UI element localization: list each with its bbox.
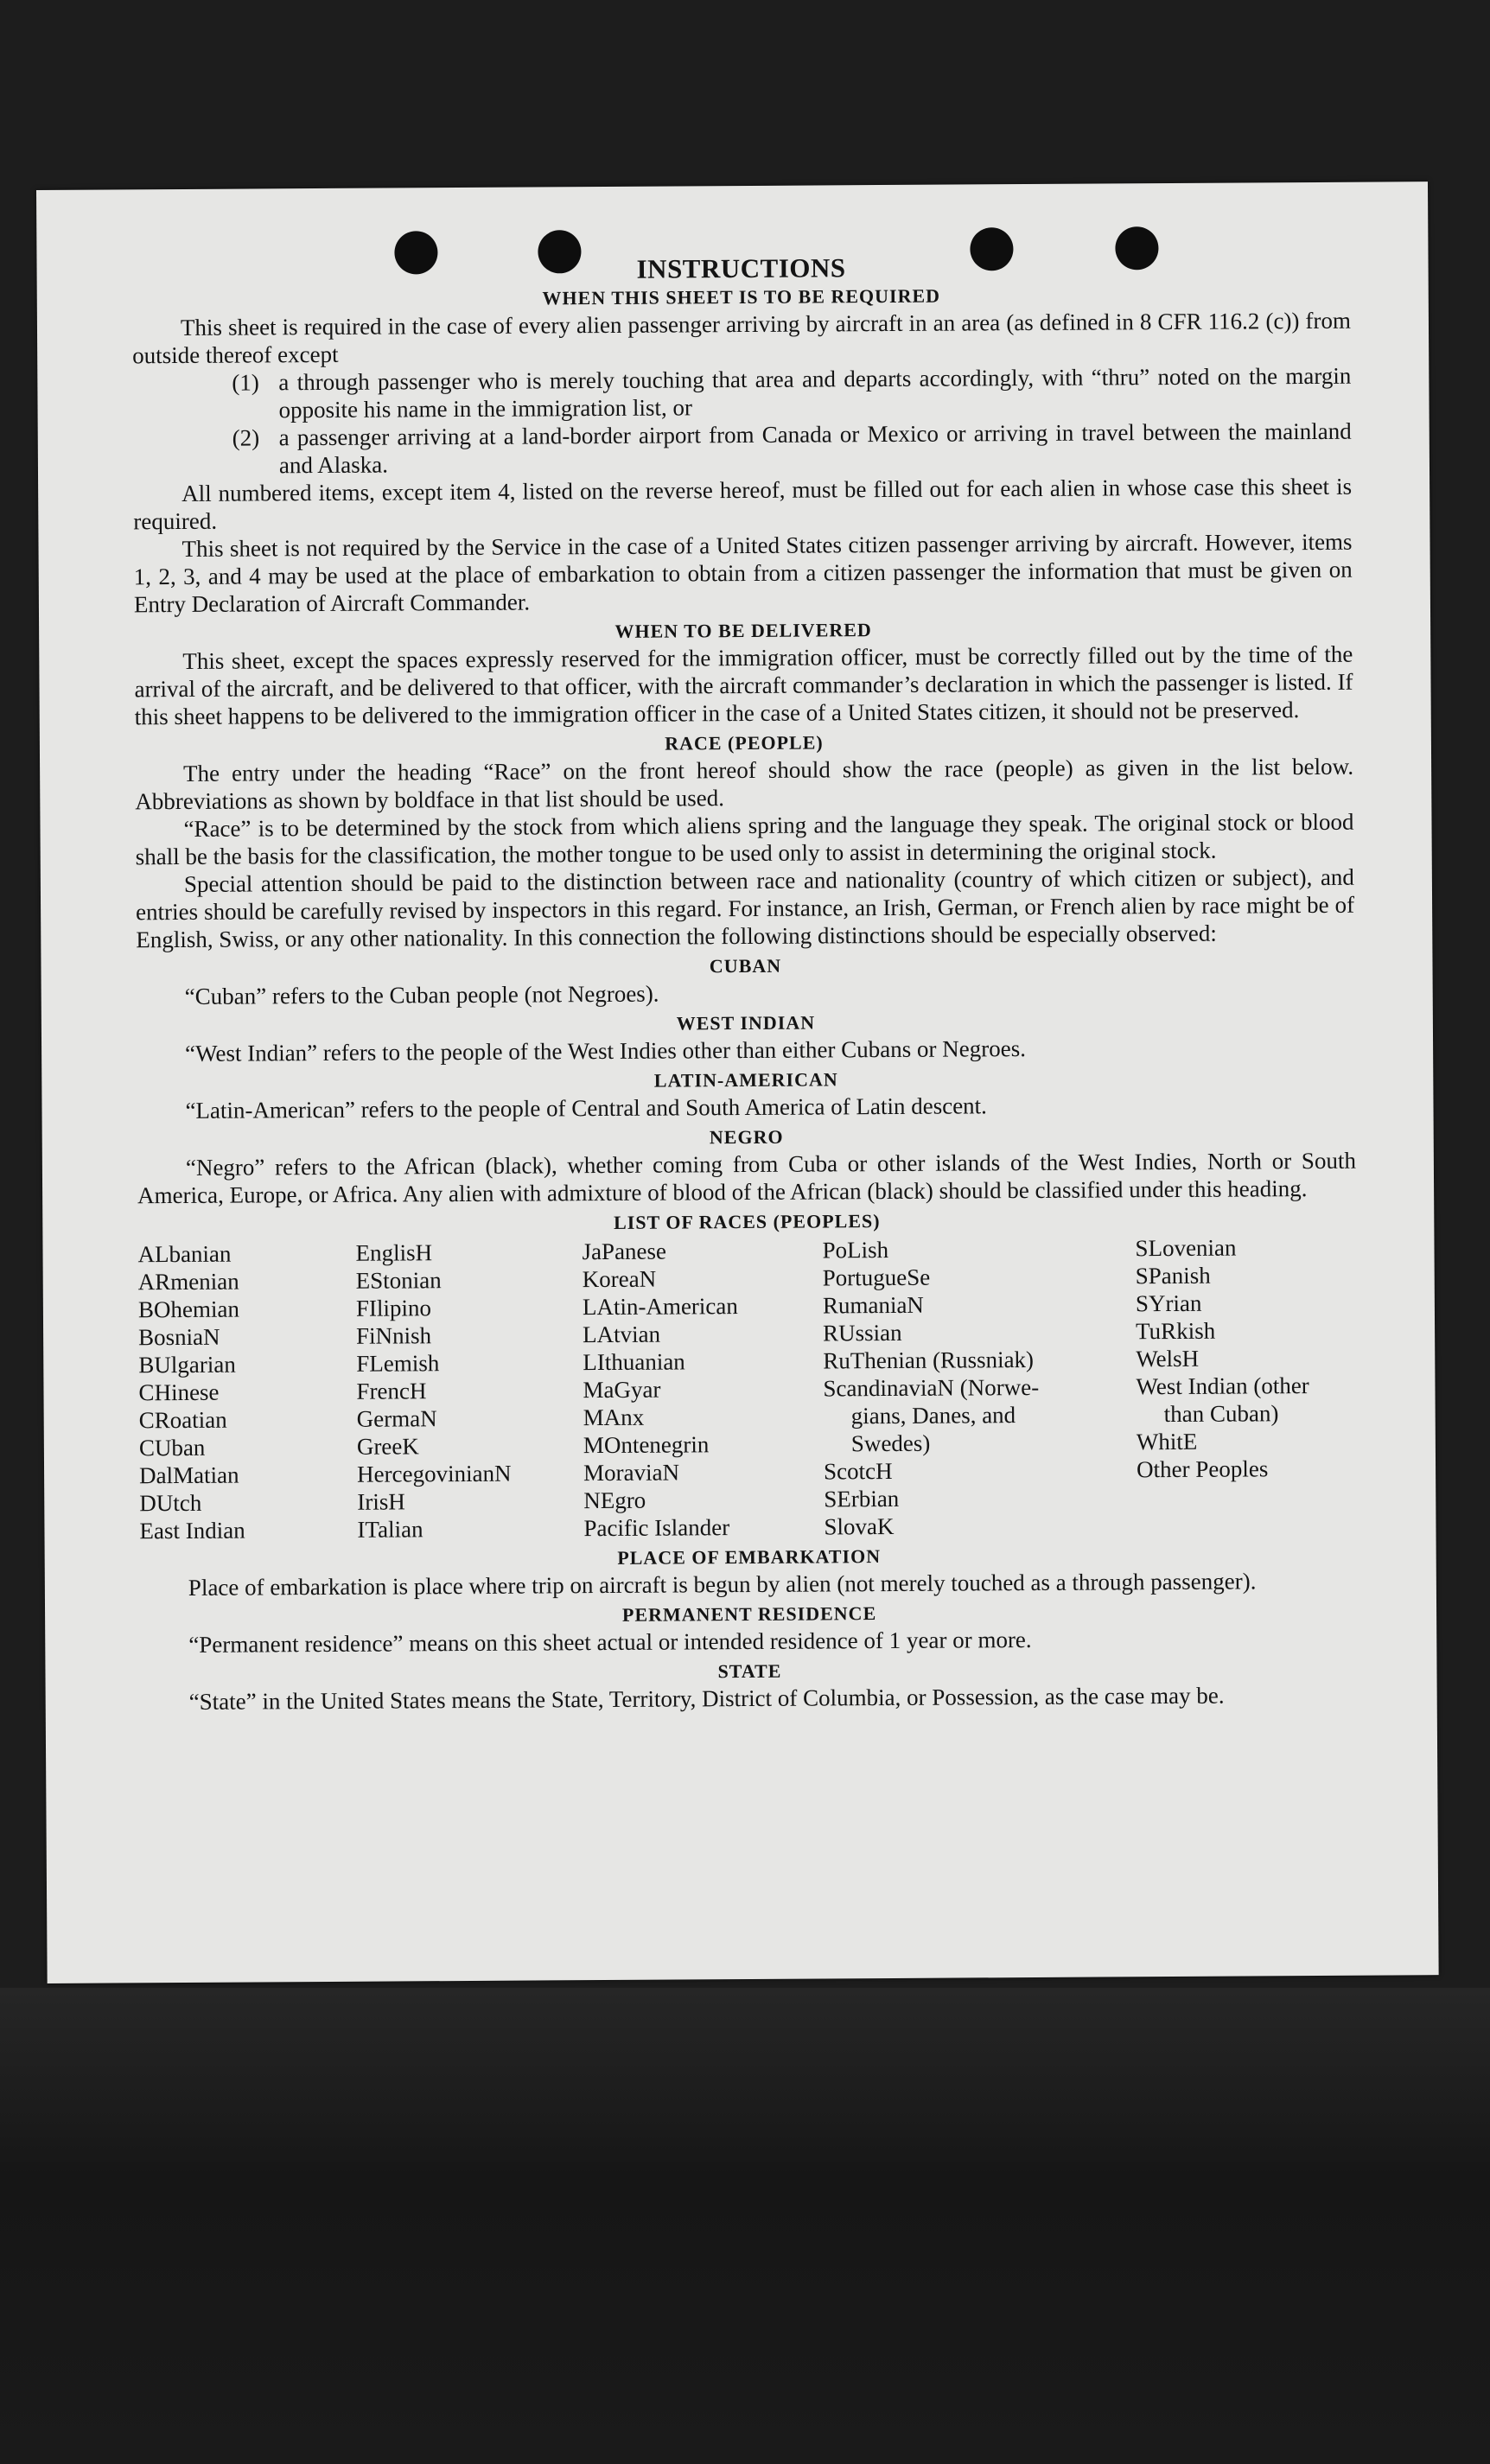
race-item: FiNnish: [356, 1322, 432, 1349]
race-item: SErbian: [824, 1485, 900, 1512]
paragraph: This sheet, except the spaces expressly reserved for the immigration officer, must be correctly filled out by the time of the arrival of the aircraft, and be delivered to that officer, with the aircraft commander’s declaration in which the passenger is listed. If this sheet happens to be delivered to the immigration officer in the case of a United States citizen, it should not be preserved.: [134, 640, 1353, 730]
race-item: KoreaN: [582, 1265, 657, 1293]
item-number: (1): [232, 369, 259, 396]
race-item: RumaniaN: [822, 1291, 924, 1319]
race-item: ScotcH: [823, 1457, 893, 1485]
race-item: SYrian: [1135, 1289, 1202, 1317]
race-item: MaGyar: [583, 1376, 661, 1404]
paragraph: All numbered items, except item 4, listed on the reverse hereof, must be filled out for each alien in whose case this sheet is required.: [133, 473, 1353, 535]
race-item: Swedes): [850, 1429, 931, 1457]
race-item: ScandinaviaN (Norwe-: [823, 1373, 1040, 1402]
paragraph: “State” in the United States means the State, Territory, District of Columbia, or Possession, as the case may be.: [188, 1682, 1225, 1715]
race-item: WelsH: [1136, 1345, 1200, 1372]
race-item: PortugueSe: [822, 1264, 931, 1291]
race-item: IrisH: [357, 1488, 405, 1515]
races-column: [1135, 1233, 1358, 1539]
race-item: EnglisH: [355, 1239, 433, 1266]
paragraph: Place of embarkation is place where trip on aircraft is begun by alien (not merely touched as a through passenger).: [188, 1568, 1257, 1601]
race-item: LAtin-American: [582, 1293, 738, 1321]
race-item: FIlipino: [355, 1295, 432, 1321]
races-column: [582, 1236, 824, 1542]
heading-negro: NEGRO: [709, 1125, 784, 1149]
race-item: MAnx: [583, 1404, 645, 1431]
race-item: Other Peoples: [1136, 1455, 1269, 1483]
race-item: EStonian: [355, 1267, 442, 1294]
race-item: SLovenian: [1135, 1234, 1237, 1262]
paragraph: The entry under the heading “Race” on the front hereof should show the race (people) as given in the list below. Abbreviations as shown by boldface in that list should be used.: [135, 753, 1354, 815]
race-item: ARmenian: [137, 1268, 239, 1296]
race-item: LAtvian: [583, 1321, 661, 1348]
race-item: BOhemian: [137, 1296, 239, 1323]
heading-when-delivered: WHEN TO BE DELIVERED: [614, 619, 872, 642]
list-item: [232, 362, 1351, 424]
heading-list-of-races: LIST OF RACES (PEOPLES): [613, 1210, 881, 1233]
races-list: [137, 1233, 1358, 1545]
race-item: DalMatian: [138, 1461, 239, 1489]
race-item: gians, Danes, and: [850, 1402, 1016, 1429]
paragraph: Special attention should be paid to the distinction between race and nationality (country of which citizen or subject), and entries should be carefully revised by inspectors in this regard. For instance, an Irish, German, or French alien by race might be of English, Swiss, or any other nationality. In this connection the following distinctions should be especially observed:: [136, 863, 1355, 953]
heading-latin-american: LATIN-AMERICAN: [653, 1068, 838, 1092]
paragraph: This sheet is not required by the Service in the case of a United States citizen passenger arriving by aircraft. However, items 1, 2, 3, and 4 may be used at the place of embarkation to obtain from a citizen passenger the information that must be given on Entry Declaration of Aircraft Commander.: [133, 528, 1353, 618]
document-sheet: [36, 181, 1439, 1983]
race-item: PoLish: [822, 1236, 889, 1264]
race-item: RUssian: [823, 1319, 902, 1347]
race-item: GreeK: [356, 1433, 419, 1460]
race-item: FLemish: [356, 1350, 440, 1377]
race-item: TuRkish: [1135, 1317, 1216, 1345]
race-item: than Cuban): [1163, 1400, 1279, 1428]
race-item: HercegovinianN: [356, 1460, 512, 1487]
item-text: a through passenger who is merely touching that area and departs accordingly, with “thru” noted on the margin opposite his name in the immigration list, or: [278, 362, 1352, 423]
page-title: INSTRUCTIONS: [636, 252, 846, 284]
race-item: CRoatian: [138, 1406, 227, 1434]
list-item: [232, 417, 1352, 480]
paragraph: This sheet is required in the case of every alien passenger arriving by aircraft in an area (as defined in 8 CFR 116.2 (c)) from outside thereof except: [132, 307, 1352, 369]
race-item: CUban: [138, 1434, 206, 1461]
race-item: DUtch: [139, 1489, 202, 1517]
race-item: NEgro: [583, 1487, 646, 1514]
race-item: BUlgarian: [138, 1351, 236, 1378]
heading-state: STATE: [717, 1659, 782, 1683]
race-item: WhitE: [1136, 1428, 1198, 1455]
races-column: [822, 1234, 1137, 1540]
race-item: MOntenegrin: [583, 1431, 710, 1459]
heading-place-of-embarkation: PLACE OF EMBARKATION: [617, 1545, 882, 1569]
race-item: ALbanian: [137, 1240, 232, 1268]
race-item: ITalian: [357, 1516, 423, 1543]
race-item: LIthuanian: [583, 1348, 685, 1376]
race-item: West Indian (other: [1136, 1372, 1309, 1400]
races-column: [137, 1239, 357, 1545]
race-item: CHinese: [138, 1378, 220, 1406]
race-item: Pacific Islander: [583, 1514, 730, 1542]
race-item: RuThenian (Russniak): [823, 1346, 1035, 1374]
heading-race: RACE (PEOPLE): [665, 731, 824, 754]
item-text: a passenger arriving at a land-border airport from Canada or Mexico or arriving in travel between the mainland and Alaska.: [278, 417, 1352, 479]
race-item: JaPanese: [582, 1238, 667, 1265]
heading-west-indian: WEST INDIAN: [676, 1011, 816, 1035]
race-item: FrencH: [356, 1378, 427, 1404]
race-item: SPanish: [1135, 1262, 1211, 1289]
paragraph: “West Indian” refers to the people of the West Indies other than either Cubans or Negroes.: [185, 1035, 1027, 1066]
heading-when-required: WHEN THIS SHEET IS TO BE REQUIRED: [542, 284, 941, 309]
paragraph: “Permanent residence” means on this sheet actual or intended residence of 1 year or more.: [188, 1626, 1032, 1658]
race-item: SlovaK: [824, 1512, 895, 1540]
race-item: MoraviaN: [583, 1459, 680, 1487]
heading-cuban: CUBAN: [709, 954, 782, 977]
paragraph: “Cuban” refers to the Cuban people (not Negroes).: [184, 980, 659, 1009]
race-item: GermaN: [356, 1405, 437, 1432]
race-item: East Indian: [139, 1517, 245, 1544]
races-column: [355, 1238, 583, 1544]
heading-permanent-residence: PERMANENT RESIDENCE: [621, 1602, 877, 1626]
race-item: BosniaN: [138, 1323, 220, 1351]
item-number: (2): [232, 424, 260, 451]
paragraph: “Latin-American” refers to the people of Central and South America of Latin descent.: [185, 1092, 987, 1124]
scanner-background: [0, 1988, 1490, 2464]
paragraph: “Race” is to be determined by the stock from which aliens spring and the language they speak. The original stock or blood shall be the basis for the classification, the mother tongue to be used only to assist in determining the original stock.: [135, 808, 1354, 870]
paragraph: “Negro” refers to the African (black), whether coming from Cuba or other islands of the West Indies, North or South America, Europe, or Africa. Any alien with admixture of blood of the African (black) should be classified under this heading.: [137, 1147, 1356, 1209]
instructions-content: [131, 250, 1359, 1716]
